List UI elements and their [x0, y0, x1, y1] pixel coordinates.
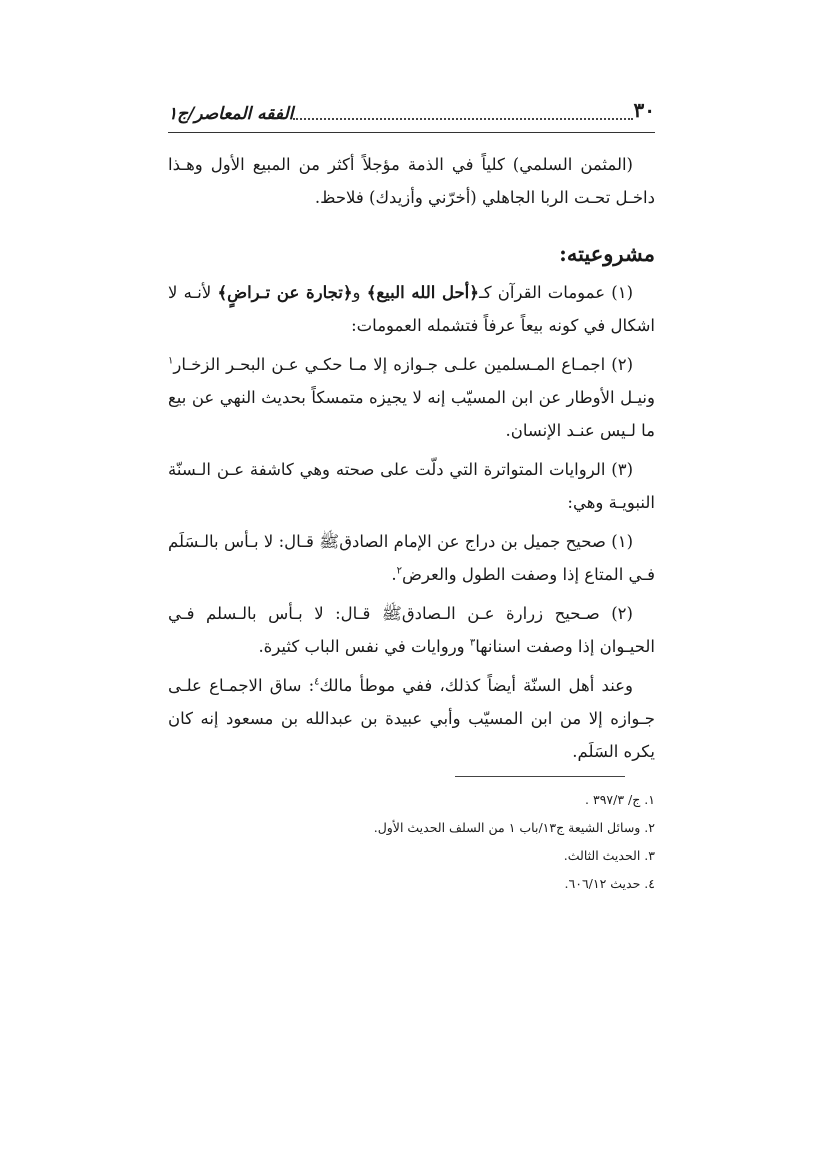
paragraph-zurara-narration: (٢) صـحيح زرارة عـن الـصادقﷺ قـال: لا بـأس بالـسلم فـي الحيـوان إذا وصفت اسنانها$^٣$ وروايات في نفس الباب كثيرة.: [168, 604, 655, 656]
paragraph-jamil-narration: (١) صحيح جميل بن دراج عن الإمام الصادقﷺ قـال: لا بـأس بالـسَلَم فـي المتاع إذا وصفت الطول والعرض$^٢$.: [168, 532, 655, 584]
paragraph-narrations: (٣) الروايات المتواترة التي دلّت على صحته وهي كاشفة عـن الـسنّة النبويـة وهي:: [168, 460, 655, 512]
footnote-ref: ٣: [469, 637, 476, 649]
footnote: ٢. وسائل الشيعة ج١٣/باب ١ من السلف الحديث الأول.: [373, 820, 655, 835]
main-text: [168, 148, 655, 774]
book-title: الفقه المعاصر/ج١: [168, 104, 294, 124]
footnote-ref: ٤: [314, 676, 320, 688]
footnote: ٤. حديث ٦٠٦/١٢.: [564, 876, 655, 891]
paragraph-intro: (المثمن السلمي) كلياً في الذمة مؤجلاً أكثر من المبيع الأول وهـذا داخـل تحـت الربا الجاهلي (أخرّني وأزيدك) فلاحظ.: [168, 155, 655, 207]
page-number: ٣٠: [633, 98, 655, 122]
running-header: [168, 92, 655, 132]
quran-verse: ﴿أحل الله البيع﴾: [366, 283, 479, 302]
footnote-ref: ١: [168, 355, 174, 367]
paragraph-quran-generals: (١) عمومات القرآن كـ﴿أحل الله البيع﴾ و﴿تجارة عن تـراضٍ﴾ لأنـه لا اشكال في كونه بيعاً عرفاً فتشمله العمومات:: [168, 283, 655, 335]
honorific-glyph: ﷺ: [381, 604, 402, 623]
paragraph-consensus: (٢) اجمـاع المـسلمين علـى جـوازه إلا مـا حكـي عـن البحـر الزخـار$^١$ ونيـل الأوطار عن ابن المسيّب إنه لا يجيزه متمسكاً بحديث النهي عن بيع ما لـيس عنـد الإنسان.: [168, 355, 655, 440]
honorific-glyph: ﷺ: [319, 532, 340, 551]
footnote-ref: ٢: [396, 565, 402, 577]
footnote: ١. ج/ ٣٩٧/٣ .: [585, 792, 655, 807]
footnote: ٣. الحديث الثالث.: [563, 848, 655, 863]
section-title: مشروعيته:: [559, 241, 655, 266]
header-divider: [168, 132, 655, 133]
paragraph-sunni-view: وعند أهل السنّة أيضاً كذلك، ففي موطأ مالك$^٤$: ساق الاجمـاع علـى جـوازه إلا من ابن المسيّب وأبي عبيدة بن عبدالله بن مسعود إنه كان يكره السَلَم.: [168, 676, 655, 761]
footnote-divider: [455, 776, 625, 777]
header-dot-leader: [293, 118, 633, 120]
quran-verse: ﴿تجارة عن تـراضٍ﴾: [217, 283, 353, 302]
footnotes-section: [168, 776, 655, 901]
